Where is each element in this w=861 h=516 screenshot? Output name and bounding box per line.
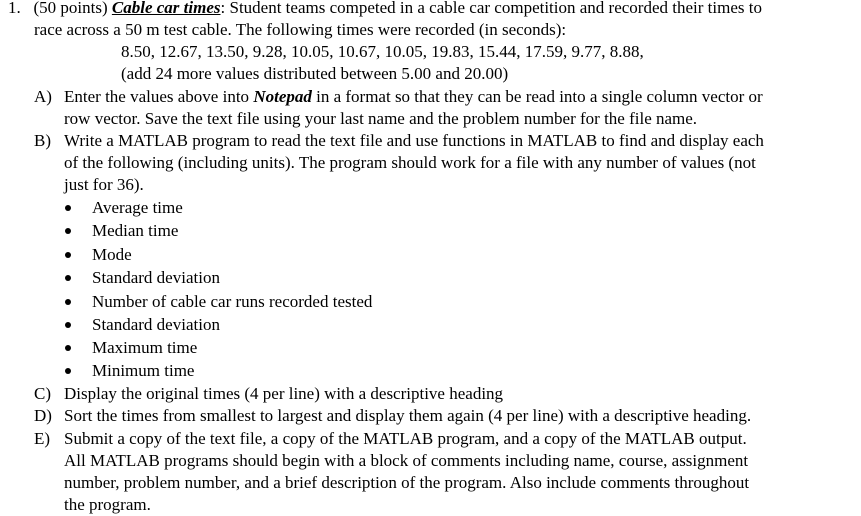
problem-points: (50 points) — [33, 0, 108, 17]
list-item: Standard deviation — [92, 268, 220, 287]
part-a-line-1-pre: Enter the values above into — [64, 87, 254, 106]
problem-intro-1: Student teams competed in a cable car competition and recorded their times to — [225, 0, 762, 17]
part-d-line-1: Sort the times from smallest to largest and display them again (4 per line) with a descriptive heading. — [64, 406, 752, 425]
part-b-line-3: just for 36). — [64, 175, 144, 194]
part-e-line-2: All MATLAB programs should begin with a block of comments including name, course, assignment — [64, 451, 749, 470]
list-item: Maximum time — [92, 338, 198, 357]
bullet-dot — [65, 205, 71, 211]
part-b-line-1: Write a MATLAB program to read the text file and use functions in MATLAB to find and display each — [64, 131, 764, 150]
part-e-line-3: number, problem number, and a brief description of the program. Also include comments throughout — [64, 473, 750, 492]
problem-title-colon: : — [220, 0, 226, 17]
list-item: Number of cable car runs recorded tested — [92, 292, 373, 311]
list-item: Median time — [92, 221, 179, 240]
bullet-dot — [65, 345, 71, 351]
bullet-dot — [65, 368, 71, 374]
part-a-line-1 — [64, 86, 763, 108]
list-item: Average time — [92, 198, 183, 217]
problem-intro-2: race across a 50 m test cable. The following times were recorded (in seconds): — [34, 20, 567, 39]
part-b-label: B) — [34, 131, 51, 150]
part-e-line-4: the program. — [64, 495, 151, 514]
list-item: Minimum time — [92, 361, 195, 380]
part-a-line-1-post: in a format so that they can be read into a single column vector or — [311, 87, 763, 106]
part-b-line-2: of the following (including units). The program should work for a file with any number of values (not — [64, 153, 756, 172]
list-item: Standard deviation — [92, 315, 220, 334]
part-a-line-2: row vector. Save the text file using your last name and the problem number for the file name. — [64, 109, 698, 128]
problem-number: 1. — [8, 0, 21, 17]
problem-values-note: (add 24 more values distributed between 5.00 and 20.00) — [121, 64, 509, 83]
part-e-line-1: Submit a copy of the text file, a copy of the MATLAB program, and a copy of the MATLAB output. — [64, 429, 747, 448]
notepad-emphasis: Notepad — [253, 87, 312, 106]
bullet-dot — [65, 252, 71, 258]
problem-header-line — [8, 0, 762, 19]
bullet-dot — [65, 299, 71, 305]
bullet-dot — [65, 228, 71, 234]
part-c-label: C) — [34, 384, 51, 403]
bullet-dot — [65, 275, 71, 281]
problem-title: Cable car times — [111, 0, 221, 17]
part-e-label: E) — [34, 429, 51, 448]
bullet-dot — [65, 322, 71, 328]
problem-values-line: 8.50, 12.67, 13.50, 9.28, 10.05, 10.67, 10.05, 19.83, 15.44, 17.59, 9.77, 8.88, — [121, 42, 644, 61]
part-d-label: D) — [34, 406, 52, 425]
list-item: Mode — [92, 245, 132, 264]
part-a-label: A) — [34, 87, 52, 106]
part-c-line-1: Display the original times (4 per line) with a descriptive heading — [64, 384, 504, 403]
